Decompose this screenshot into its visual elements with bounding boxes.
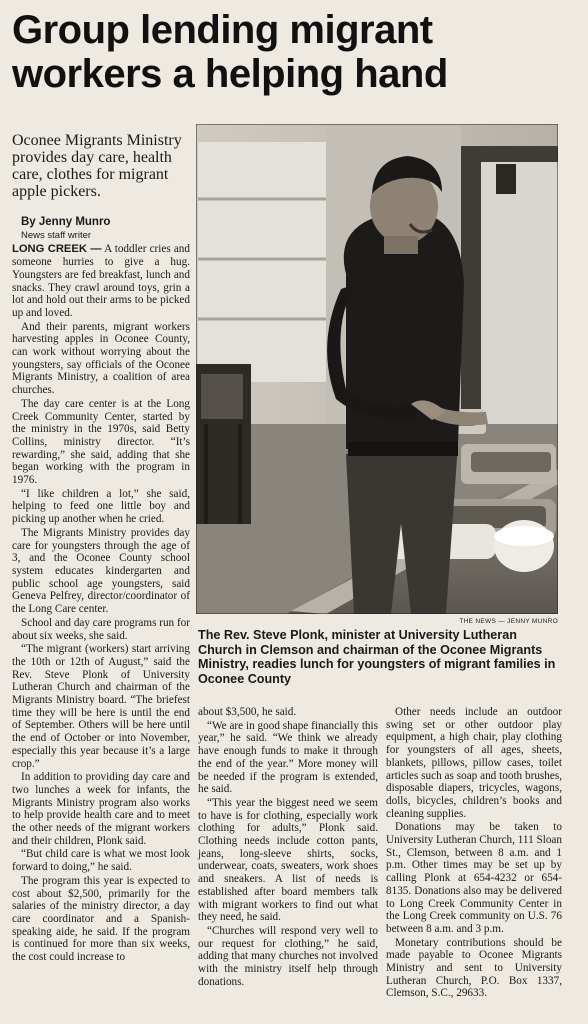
article-paragraph: “Churches will respond very well to our request for clothing,” he said, adding that many churches not involved with the ministry itself help through donations. [198,924,378,988]
article-paragraph: In addition to providing day care and two lunches a week for infants, the Migrants Ministry program also works to help provide health care and to meet the other needs of the migrant workers and their children, Plonk said. [12,771,190,847]
article-paragraph: “This year the biggest need we seem to have is for clothing, especially work clothing for adults,” Plonk said. Clothing needs include cotton pants, jeans, long-sleeve shirts, socks, underwear, coats, sweaters, work shoes and sneakers. A list of needs is established after board members talk with migrant workers to find out what they need, he said. [198,796,378,924]
photo-plonk-preparing-lunch [196,124,558,614]
article-paragraph: School and day care programs run for about six weeks, she said. [12,616,190,642]
photo-credit: THE NEWS — JENNY MUNRO [459,618,558,625]
article-paragraph: Other needs include an outdoor swing set or other outdoor play equipment, a high chair, play clothing for youngsters of all ages, sheets, blankets, pillows, pillow cases, toilet articles such as soap and tooth brushes, disposable diapers, tricycles, wagons, dolls, bicycles, children’s books and cleaning supplies. [386,706,562,820]
article-paragraph: “The migrant (workers) start arriving the 10th or 12th of August,” said the Rev. Steve Plonk of University Lutheran Church and chairman of the Migrants Ministry board. “The briefest time they will be here is until the end of September. Others will be here until the end of October or into November, especially this year because it’s a large crop.” [12,643,190,770]
article-paragraph: And their parents, migrant workers harvesting apples in Oconee County, can work without worrying about the youngsters, say officials of the Oconee Migrants Ministry, a coalition of area churches. [12,320,190,397]
article-paragraph: “We are in good shape financially this year,” he said. “We think we already have enough funds to make it through the end of the year.” More money will be needed if the program is extended, he said. [198,719,378,796]
article-paragraph: The program this year is expected to cost about $2,500, primarily for the salaries of the ministry director, a day care coordinator and a Spanish-speaking aide, he said. If the program is continued for more than six weeks, the cost could increase to [12,874,190,964]
article-paragraph [12,243,190,319]
paragraph-text: A toddler cries and someone hurries to give a hug. Youngsters are fed breakfast, lunch and snacks. They crawl around toys, grin a lot and hold out their arms to be picked up and loved. [12,243,190,319]
article-paragraph: “But child care is what we most look forward to doing,” he said. [12,848,190,874]
dateline: LONG CREEK — [12,243,102,256]
article-column-3 [386,706,562,1001]
deck-summary: Oconee Migrants Ministry provides day care, health care, clothes for migrant apple pickers. [12,132,182,200]
article-paragraph: Monetary contributions should be made payable to Oconee Migrants Ministry and sent to University Lutheran Church, P.O. Box 1337, Clemson, S.C., 29633. [386,936,562,1000]
article-paragraph: about $3,500, he said. [198,706,297,718]
byline-role: News staff writer [21,229,92,241]
byline: By Jenny Munro [21,216,111,228]
article-column-1 [12,216,190,965]
headline: Group lending migrant workers a helping hand [12,8,448,96]
article-paragraph: The Migrants Ministry provides day care for youngsters through the age of 3, and the Oconee County school system educates kindergarten and public school age youngsters, said Geneva Pelfrey, director/coordinator of the Long Care center. [12,526,190,616]
photo-caption: The Rev. Steve Plonk, minister at University Lutheran Church in Clemson and chairman of the Oconee Migrants Ministry, readies lunch for youngsters of migrant families in Oconee County [198,628,556,686]
article-paragraph: The day care center is at the Long Creek Community Center, started by the ministry in the 1970s, said Betty Collins, ministry director. “It’s rewarding,” she said, adding that she began working with the program in 1976. [12,397,190,487]
article-paragraph: “I like children a lot,” she said, helping to feed one little boy and picking up another when he cried. [12,487,190,526]
article-paragraph: Donations may be taken to University Lutheran Church, 111 Sloan St., Clemson, between 8 a.m. and 1 p.m. Other times may be set up by calling Plonk at 654-4232 or 654-8135. Donations also may be delivered to Long Creek Community Center in the Long Creek community on U.S. 76 between 8 a.m. and 3 p.m. [386,821,562,935]
news-photo [196,124,558,614]
article-column-2 [198,706,378,989]
